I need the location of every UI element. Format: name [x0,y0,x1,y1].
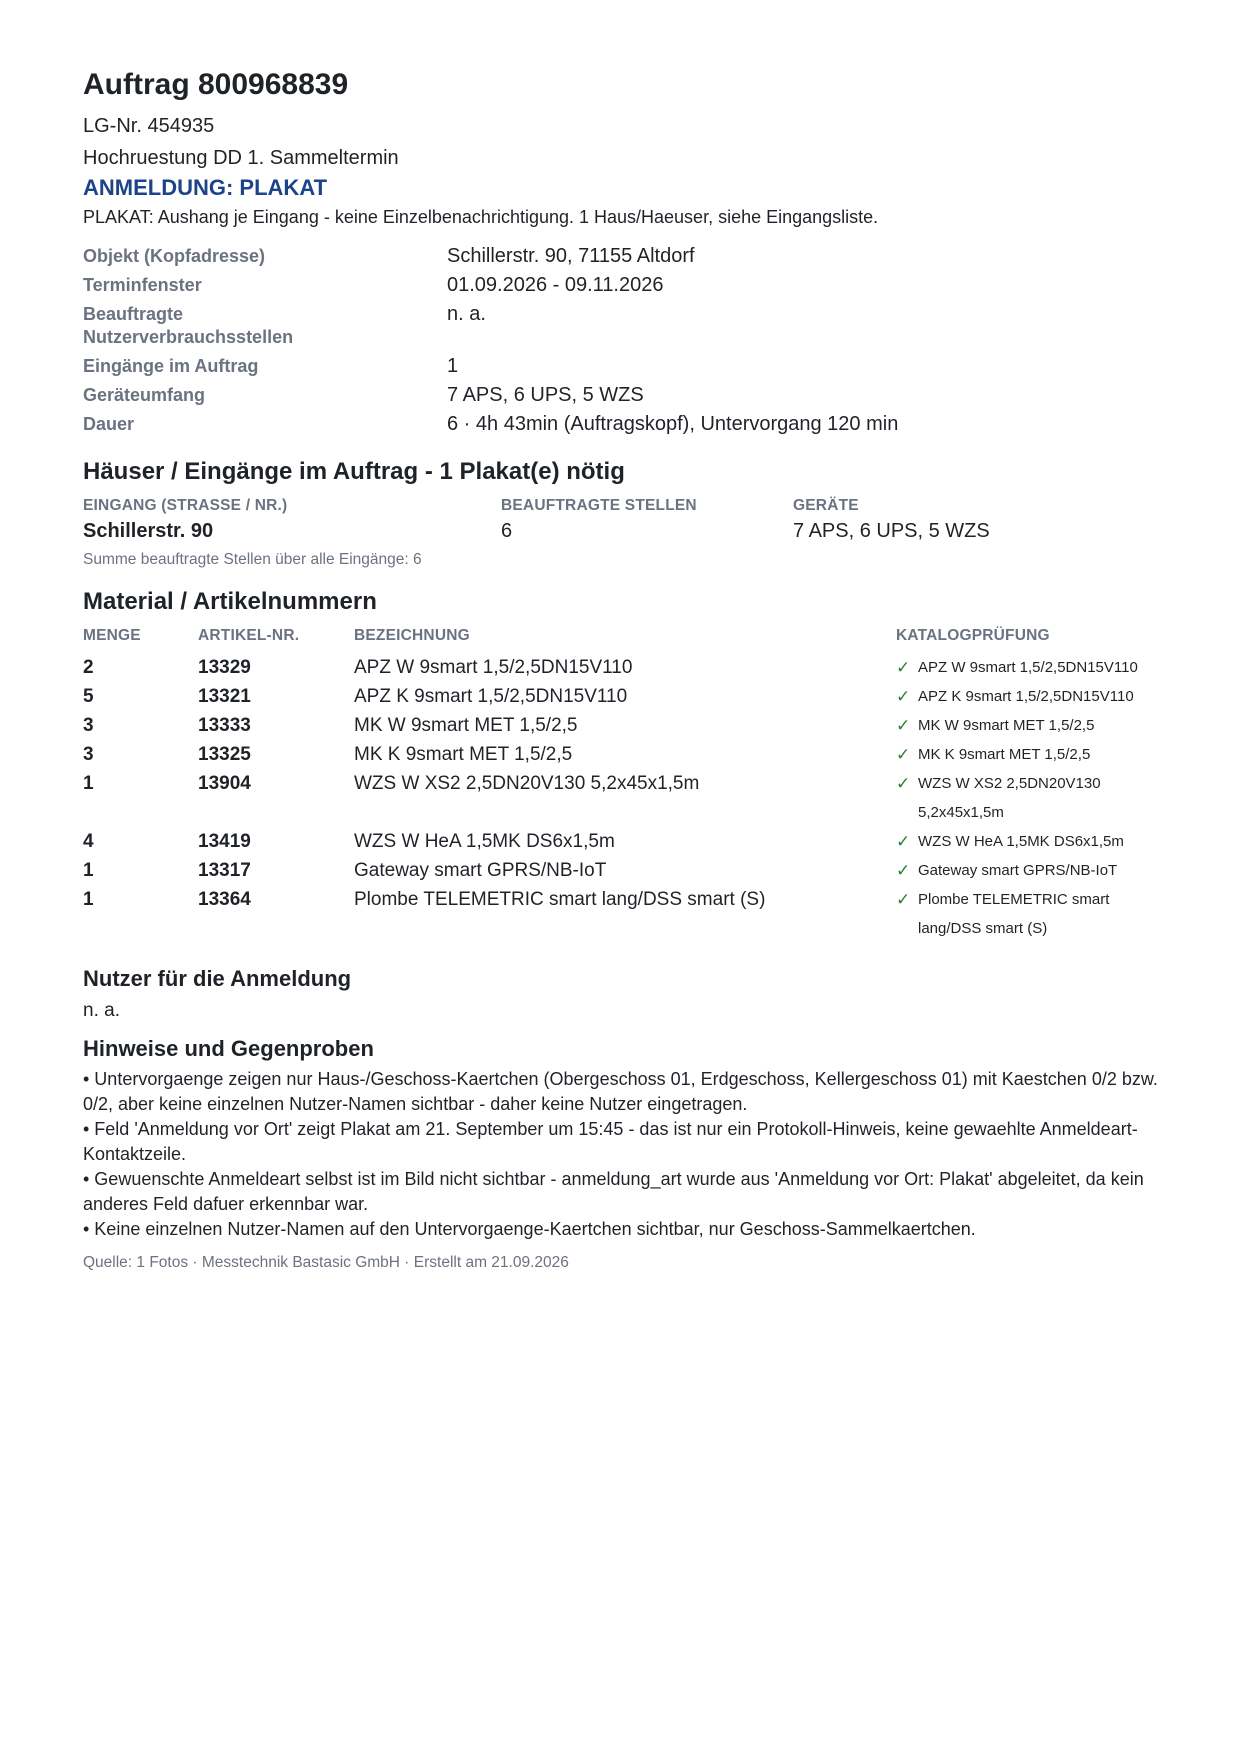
stellen-cell: 6 [501,520,513,542]
artikel-cell: 13364 [198,889,251,910]
column-header: GERÄTE [793,497,859,514]
summe-stellen: Summe beauftragte Stellen über alle Eingänge: 6 [83,551,422,568]
hinweis-item: • Feld 'Anmeldung vor Ort' zeigt Plakat am 21. September um 15:45 - das ist nur ein Protokoll-Hinweis, keine gewaehlte Anmeldeart-Kontaktzeile. [83,1119,1138,1164]
column-header: MENGE [83,627,141,644]
lg-number: LG-Nr. 454935 [83,115,215,137]
check-icon: ✓ [896,832,911,851]
detail-value: Schillerstr. 90, 71155 Altdorf [447,245,695,267]
material-table [83,625,1158,943]
page-title: Auftrag 800968839 [83,68,349,101]
detail-value: 7 APS, 6 UPS, 5 WZS [447,384,644,406]
artikel-cell: 13329 [198,657,251,678]
katalog-text: Gateway smart GPRS/NB-IoT [918,862,1118,879]
bezeichnung-cell: MK K 9smart MET 1,5/2,5 [354,744,573,765]
bezeichnung-cell: APZ W 9smart 1,5/2,5DN15V110 [354,657,633,678]
katalog-cell [896,711,1158,740]
column-header: BEAUFTRAGTE STELLEN [501,497,697,514]
katalog-cell [896,856,1158,885]
plakat-description: PLAKAT: Aushang je Eingang - keine Einzelbenachrichtigung. 1 Haus/Haeuser, siehe Eingangsliste. [83,207,879,227]
katalog-text: WZS W HeA 1,5MK DS6x1,5m [918,833,1124,850]
katalog-text: Plombe TELEMETRIC smart lang/DSS smart (S) [918,891,1110,937]
detail-label: Eingänge im Auftrag [83,356,259,376]
check-icon: ✓ [896,687,911,706]
detail-value: 1 [447,355,459,377]
katalog-cell [896,653,1158,682]
detail-label: Objekt (Kopfadresse) [83,246,266,266]
hinweis-item: • Keine einzelnen Nutzer-Namen auf den Untervorgaenge-Kaertchen sichtbar, nur Geschoss-Sammelkaertchen. [83,1219,976,1239]
haeuser-table [83,495,1158,545]
detail-label: Beauftragte Nutzerverbrauchsstellen [83,304,294,347]
hinweise-list [83,1067,1158,1242]
hinweis-item: • Gewuenschte Anmeldeart selbst ist im Bild nicht sichtbar - anmeldung_art wurde aus 'Anmeldung vor Ort: Plakat' abgeleitet, da kein anderes Feld dafuer erkennbar war. [83,1169,1144,1214]
katalog-cell [896,827,1158,856]
bezeichnung-cell: Plombe TELEMETRIC smart lang/DSS smart (S) [354,889,766,910]
detail-value: n. a. [447,303,486,325]
menge-cell: 2 [83,657,94,678]
artikel-cell: 13317 [198,860,251,881]
column-header: KATALOGPRÜFUNG [896,627,1050,644]
column-header: ARTIKEL-NR. [198,627,300,644]
katalog-text: MK K 9smart MET 1,5/2,5 [918,746,1091,763]
check-icon: ✓ [896,745,911,764]
menge-cell: 5 [83,686,94,707]
artikel-cell: 13325 [198,744,251,765]
eingang-cell: Schillerstr. 90 [83,520,214,542]
haeuser-heading: Häuser / Eingänge im Auftrag - 1 Plakat(e) nötig [83,458,625,485]
detail-label: Geräteumfang [83,385,206,405]
column-header: BEZEICHNUNG [354,627,470,644]
katalog-text: APZ K 9smart 1,5/2,5DN15V110 [918,688,1134,705]
menge-cell: 1 [83,773,94,794]
bezeichnung-cell: WZS W HeA 1,5MK DS6x1,5m [354,831,615,852]
katalog-cell [896,682,1158,711]
menge-cell: 3 [83,715,94,736]
menge-cell: 1 [83,889,94,910]
hinweis-item: • Untervorgaenge zeigen nur Haus-/Geschoss-Kaertchen (Obergeschoss 01, Erdgeschoss, Kellergeschoss 01) mit Kaestchen 0/2 bzw. 0/2, aber keine einzelnen Nutzer-Namen sichtbar - daher keine Nutzer eingetragen. [83,1069,1158,1114]
check-icon: ✓ [896,658,911,677]
katalog-text: APZ W 9smart 1,5/2,5DN15V110 [918,659,1138,676]
bezeichnung-cell: APZ K 9smart 1,5/2,5DN15V110 [354,686,628,707]
detail-value: 01.09.2026 - 09.11.2026 [447,274,664,296]
source-footer: Quelle: 1 Fotos · Messtechnik Bastasic GmbH · Erstellt am 21.09.2026 [83,1254,569,1271]
menge-cell: 1 [83,860,94,881]
menge-cell: 3 [83,744,94,765]
artikel-cell: 13321 [198,686,251,707]
artikel-cell: 13419 [198,831,251,852]
menge-cell: 4 [83,831,94,852]
nutzer-heading: Nutzer für die Anmeldung [83,966,352,991]
material-heading: Material / Artikelnummern [83,588,377,615]
katalog-cell [896,885,1158,943]
nutzer-value: n. a. [83,1000,120,1021]
bezeichnung-cell: WZS W XS2 2,5DN20V130 5,2x45x1,5m [354,773,700,794]
katalog-text: MK W 9smart MET 1,5/2,5 [918,717,1095,734]
anmeldung-type: ANMELDUNG: PLAKAT [83,175,328,200]
katalog-text: WZS W XS2 2,5DN20V130 5,2x45x1,5m [918,775,1101,821]
order-details [83,242,1158,439]
bezeichnung-cell: Gateway smart GPRS/NB-IoT [354,860,607,881]
artikel-cell: 13333 [198,715,251,736]
column-header: EINGANG (STRASSE / NR.) [83,497,288,514]
check-icon: ✓ [896,861,911,880]
artikel-cell: 13904 [198,773,251,794]
check-icon: ✓ [896,890,911,909]
detail-value: 6 · 4h 43min (Auftragskopf), Untervorgang 120 min [447,413,899,435]
katalog-cell [896,769,1158,827]
hinweise-heading: Hinweise und Gegenproben [83,1036,374,1061]
check-icon: ✓ [896,716,911,735]
bezeichnung-cell: MK W 9smart MET 1,5/2,5 [354,715,578,736]
detail-label: Dauer [83,414,135,434]
katalog-cell [896,740,1158,769]
order-subtitle: Hochruestung DD 1. Sammeltermin [83,147,399,169]
geraete-cell: 7 APS, 6 UPS, 5 WZS [793,520,990,542]
check-icon: ✓ [896,774,911,793]
detail-label: Terminfenster [83,275,202,295]
